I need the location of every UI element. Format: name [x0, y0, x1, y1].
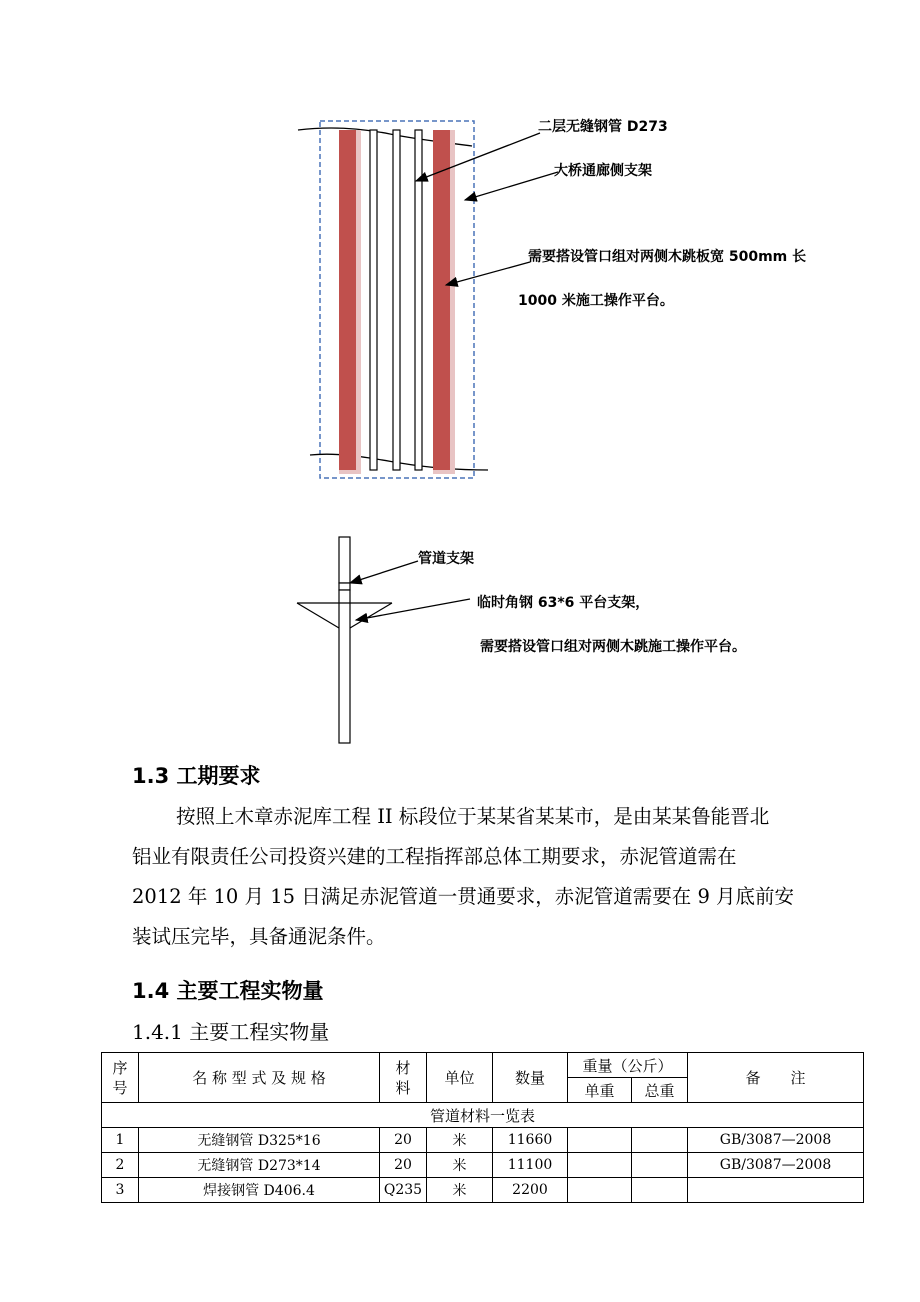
- cell-name: 焊接钢管 D406.4: [139, 1178, 380, 1203]
- support-joint: [339, 583, 350, 590]
- label-angle-steel-line1: 临时角钢 63*6 平台支架，: [477, 595, 650, 611]
- right-platform-board: [433, 130, 450, 470]
- table-group-row: [102, 1103, 864, 1128]
- arrow-support-label: [465, 172, 558, 200]
- cell-material: 20: [380, 1153, 427, 1178]
- group-title: 管道材料一览表: [102, 1103, 864, 1128]
- cell-total-weight: [632, 1128, 688, 1153]
- header-qty: 数量: [493, 1053, 568, 1103]
- table-row: [102, 1128, 864, 1153]
- header-remark: 备 注: [688, 1053, 864, 1103]
- header-weight: 重量（公斤）: [568, 1053, 688, 1078]
- cell-material: Q235: [380, 1178, 427, 1203]
- cell-material: 20: [380, 1128, 427, 1153]
- label-platform-line1: 需要搭设管口组对两侧木跳板宽 500mm 长: [528, 249, 807, 265]
- paragraph-line-1: 按照上木章赤泥库工程 II 标段位于某某省某某市，是由某某鲁能晋北: [176, 805, 770, 828]
- label-pipe-support: 管道支架: [418, 551, 474, 567]
- cell-qty: 11100: [493, 1153, 568, 1178]
- paragraph-line-4: 装试压完毕，具备通泥条件。: [132, 925, 386, 948]
- cell-total-weight: [632, 1178, 688, 1203]
- cell-remark: GB/3087—2008: [688, 1153, 864, 1178]
- cell-unit-weight: [568, 1178, 632, 1203]
- paragraph-line-3: 2012 年 10 月 15 日满足赤泥管道一贯通要求，赤泥管道需要在 9 月底前安: [132, 885, 795, 908]
- support-cap: [339, 537, 350, 583]
- paragraph-line-2: 铝业有限责任公司投资兴建的工程指挥部总体工期要求，赤泥管道需在: [132, 845, 737, 868]
- arrow-platform-label: [446, 262, 530, 285]
- cell-seq: 1: [102, 1128, 139, 1153]
- pipe-2: [393, 130, 400, 470]
- header-material: 材 料: [380, 1053, 427, 1103]
- header-unit: 单位: [427, 1053, 493, 1103]
- cell-unit: 米: [427, 1128, 493, 1153]
- table-row: [102, 1178, 864, 1203]
- arrow-angle-steel: [356, 599, 470, 620]
- label-bridge-support: 大桥通廊侧支架: [554, 163, 652, 179]
- header-unit-weight: 单重: [568, 1078, 632, 1103]
- material-table: [101, 1052, 864, 1203]
- cell-total-weight: [632, 1153, 688, 1178]
- table-row: [102, 1153, 864, 1178]
- cell-name: 无缝钢管 D273*14: [139, 1153, 380, 1178]
- cell-qty: 2200: [493, 1178, 568, 1203]
- arrow-pipe-support: [350, 561, 418, 583]
- heading-1-4-1: 1.4.1 主要工程实物量: [132, 1020, 330, 1044]
- cell-unit: 米: [427, 1153, 493, 1178]
- label-platform-line2: 1000 米施工操作平台。: [518, 293, 674, 309]
- left-platform-board: [339, 130, 356, 470]
- cell-unit-weight: [568, 1128, 632, 1153]
- pipe-1: [370, 130, 377, 470]
- heading-1-4: 1.4 主要工程实物量: [132, 979, 324, 1003]
- header-name: 名 称 型 式 及 规 格: [139, 1053, 380, 1103]
- label-pipe-d273: 二层无缝钢管 D273: [538, 119, 668, 135]
- cell-unit: 米: [427, 1178, 493, 1203]
- support-column: [339, 590, 350, 743]
- cell-unit-weight: [568, 1153, 632, 1178]
- cell-name: 无缝钢管 D325*16: [139, 1128, 380, 1153]
- label-angle-steel-line2: 需要搭设管口组对两侧木跳施工操作平台。: [480, 639, 746, 655]
- header-seq: 序 号: [102, 1053, 139, 1103]
- header-total-weight: 总重: [632, 1078, 688, 1103]
- cell-seq: 3: [102, 1178, 139, 1203]
- cell-seq: 2: [102, 1153, 139, 1178]
- cell-remark: [688, 1178, 864, 1203]
- bracket-left-brace: [297, 603, 339, 628]
- heading-1-3: 1.3 工期要求: [132, 764, 261, 788]
- bracket-right-brace: [350, 603, 392, 628]
- cell-qty: 11660: [493, 1128, 568, 1153]
- cell-remark: GB/3087—2008: [688, 1128, 864, 1153]
- table-header-row: [102, 1053, 864, 1078]
- paragraph-1-3: [132, 797, 800, 957]
